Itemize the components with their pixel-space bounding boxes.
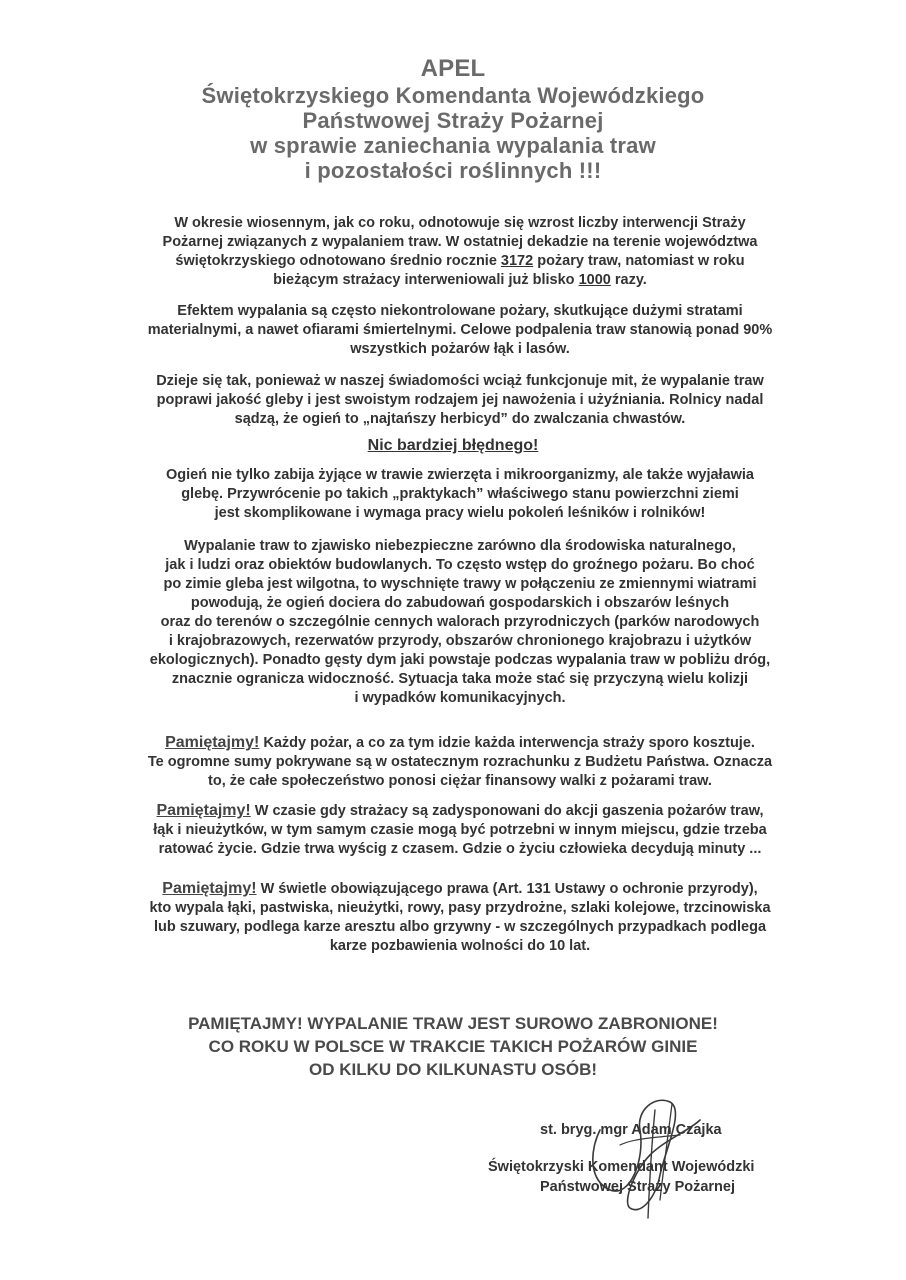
paragraph-2 xyxy=(60,302,860,359)
p6-line-3: to, że całe społeczeństwo ponosi ciężar finansowy walki z pożarami traw. xyxy=(208,773,712,789)
p5-line-3: po zimie gleba jest wilgotna, to wyschnięte trawy w połączeniu ze zmiennymi wiatrami xyxy=(163,576,757,592)
p1-line-4a: bieżącym strażacy interweniowali już blisko xyxy=(273,272,579,288)
paragraph-7 xyxy=(60,801,860,859)
paragraph-1 xyxy=(60,214,860,290)
p8-line-1-text: W świetle obowiązującego prawa (Art. 131 Ustawy o ochronie przyrody), xyxy=(256,881,758,897)
p1-line-3b: pożary traw, natomiast w roku xyxy=(533,253,745,269)
p5-line-1: Wypalanie traw to zjawisko niebezpieczne zarówno dla środowiska naturalnego, xyxy=(184,538,736,554)
remember-label-1: Pamiętajmy! xyxy=(165,734,260,751)
paragraph-5 xyxy=(60,537,860,708)
paragraph-3 xyxy=(60,372,860,429)
p7-line-1-text: W czasie gdy strażacy są zadysponowani do akcji gaszenia pożarów traw, xyxy=(250,803,764,819)
title-apel: APEL xyxy=(420,55,486,82)
paragraph-4 xyxy=(60,466,860,523)
final-line-1: PAMIĘTAJMY! WYPALANIE TRAW JEST SUROWO ZABRONIONE! xyxy=(188,1014,718,1033)
p3-line-3: sądzą, że ogień to „najtańszy herbicyd” do zwalczania chwastów. xyxy=(234,411,686,427)
title-line-2: Świętokrzyskiego Komendanta Wojewódzkiego xyxy=(201,83,705,108)
p5-line-9: i wypadków komunikacyjnych. xyxy=(354,690,566,706)
remember-label-3: Pamiętajmy! xyxy=(162,880,257,897)
signatory-role-1: Świętokrzyski Komendant Wojewódzki xyxy=(488,1159,755,1175)
p6-line-1 xyxy=(60,733,860,753)
paragraph-8 xyxy=(60,879,860,956)
current-interventions-number: 1000 xyxy=(578,272,611,288)
final-warning xyxy=(0,1012,906,1081)
p1-line-4b: razy. xyxy=(610,272,647,288)
p3-line-1: Dzieje się tak, ponieważ w naszej świadomości wciąż funkcjonuje mit, że wypalanie traw xyxy=(156,373,764,389)
signatory-name: st. bryg. mgr Adam Czajka xyxy=(540,1122,722,1138)
annual-fires-number: 3172 xyxy=(500,253,534,269)
p3-line-2: poprawi jakość gleby i jest swoistym rodzajem jej nawożenia i użyźniania. Rolnicy nadal xyxy=(156,392,764,408)
title-line-4: w sprawie zaniechania wypalania traw xyxy=(250,133,656,158)
p8-line-4: karze pozbawienia wolności do 10 lat. xyxy=(329,938,591,954)
p5-line-2: jak i ludzi oraz obiektów budowlanych. To często wstęp do groźnego pożaru. Bo choć xyxy=(165,557,755,573)
p6-line-1-text: Każdy pożar, a co za tym idzie każda interwencja straży sporo kosztuje. xyxy=(259,735,755,751)
final-line-2: CO ROKU W POLSCE W TRAKCIE TAKICH POŻARÓW GINIE xyxy=(208,1037,698,1056)
p7-line-2: łąk i nieużytków, w tym samym czasie mogą być potrzebni w innym miejscu, gdzie trzeba xyxy=(153,822,767,838)
paragraph-6 xyxy=(60,733,860,791)
remember-label-2: Pamiętajmy! xyxy=(156,802,251,819)
p5-line-7: ekologicznych). Ponadto gęsty dym jaki powstaje podczas wypalania traw w pobliżu dróg, xyxy=(149,652,771,668)
p1-line-1: W okresie wiosennym, jak co roku, odnotowuje się wzrost liczby interwencji Straży xyxy=(174,215,746,231)
title-line-3: Państwowej Straży Pożarnej xyxy=(302,108,604,133)
p2-line-2: materialnymi, a nawet ofiarami śmiertelnymi. Celowe podpalenia traw stanowią ponad 90% xyxy=(147,322,773,338)
heading-nic-bardziej: Nic bardziej błędnego! xyxy=(367,437,539,454)
p4-line-3: jest skomplikowane i wymaga pracy wielu pokoleń leśników i rolników! xyxy=(214,505,706,521)
p5-line-4: powodują, że ogień dociera do zabudowań gospodarskich i obszarów leśnych xyxy=(190,595,730,611)
p8-line-2: kto wypala łąki, pastwiska, nieużytki, rowy, pasy przydrożne, szlaki kolejowe, trzcinowiska xyxy=(149,900,771,916)
p8-line-1 xyxy=(60,879,860,899)
p7-line-1 xyxy=(60,801,860,821)
p1-line-4 xyxy=(60,271,860,290)
p6-line-2: Te ogromne sumy pokrywane są w ostatecznym rozrachunku z Budżetu Państwa. Oznacza xyxy=(147,754,773,770)
signatory-role-2: Państwowej Straży Pożarnej xyxy=(540,1179,736,1195)
p4-line-2: glebę. Przywrócenie po takich „praktykach” właściwego stanu powierzchni ziemi xyxy=(181,486,739,502)
p1-line-2: Pożarnej związanych z wypalaniem traw. W ostatniej dekadzie na terenie województwa xyxy=(162,234,758,250)
p2-line-3: wszystkich pożarów łąk i lasów. xyxy=(350,341,570,357)
p5-line-5: oraz do terenów o szczególnie cennych walorach przyrodniczych (parków narodowych xyxy=(160,614,760,630)
p2-line-1: Efektem wypalania są często niekontrolowane pożary, skutkujące dużymi stratami xyxy=(177,303,743,319)
p1-line-3a: świętokrzyskiego odnotowano średnio rocznie xyxy=(175,253,501,269)
p4-line-1: Ogień nie tylko zabija żyjące w trawie zwierzęta i mikroorganizmy, ale także wyjaławia xyxy=(165,467,754,483)
title-block xyxy=(0,55,906,183)
final-line-3: OD KILKU DO KILKUNASTU OSÓB! xyxy=(308,1060,598,1079)
p5-line-6: i krajobrazowych, rezerwatów przyrody, obszarów chronionego krajobrazu i użytków xyxy=(168,633,752,649)
p1-line-3 xyxy=(60,252,860,271)
p5-line-8: znacznie ogranicza widoczność. Sytuacja taka może stać się przyczyną wielu kolizji xyxy=(171,671,749,687)
title-line-5: i pozostałości roślinnych !!! xyxy=(304,158,602,183)
p7-line-3: ratować życie. Gdzie trwa wyścig z czasem. Gdzie o życiu człowieka decydują minuty ... xyxy=(158,841,762,857)
handwritten-signature-icon xyxy=(560,1090,720,1220)
p8-line-3: lub szuwary, podlega karze aresztu albo grzywny - w szczególnych przypadkach podlega xyxy=(153,919,767,935)
